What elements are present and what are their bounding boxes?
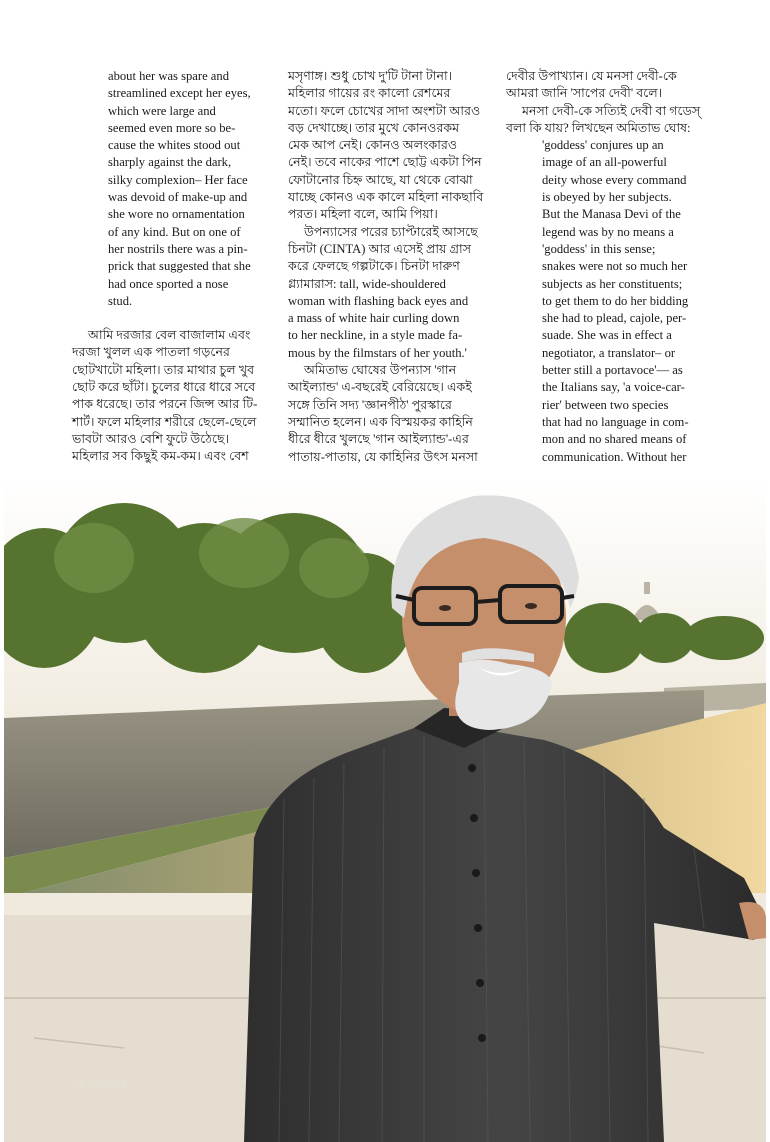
body-line: গ্ল্যামারাস: tall, wide-shouldered	[288, 276, 446, 291]
body-line: woman with flashing back eyes and	[288, 293, 469, 308]
text-column-1	[72, 68, 264, 466]
quote-line: silky complexion– Her face	[108, 172, 248, 187]
quote-line: legend was by no means a	[542, 224, 674, 239]
body-line: আইল্যান্ড' এ-বছরেই বেরিয়েছে। একই	[288, 380, 472, 395]
body-line: চিনটা (CINTA) আর এসেই প্রায় গ্রাস	[288, 241, 472, 256]
body-line: সঙ্গে তিনি সদ্য 'জ্ঞানপীঠ' পুরস্কারে	[288, 397, 452, 412]
body-line: দেবীর উপাখ্যান। যে মনসা দেবী-কে	[506, 69, 677, 83]
quote-line: communication. Without her	[542, 449, 687, 464]
quote-line: negotiator, a translator– or	[542, 345, 676, 360]
quote-line: But the Manasa Devi of the	[542, 207, 681, 222]
photo-illustration	[4, 478, 766, 1142]
body-line: ছোটখাটো মহিলা। তার মাথার চুল খুব	[72, 362, 255, 377]
quote-line: 'goddess' in this sense;	[542, 241, 656, 256]
quote-line: mon and no shared means of	[542, 432, 687, 447]
body-line: ছোট করে ছাঁটা। চুলের ধারে ধারে সবে	[72, 380, 256, 395]
quote-line: seemed even more so be-	[108, 120, 236, 135]
body-line: উপন্যাসের পরের চ্যাপ্টারেই আসছে	[304, 224, 478, 239]
quote-line: snakes were not so much her	[542, 259, 688, 274]
quote-line: suade. She was in effect a	[542, 328, 672, 343]
body-line: মহিলার সব কিছুই কম-কম। এবং বেশ	[72, 449, 249, 464]
body-line: মতো। ফলে চোখের সাদা অংশটা আরও	[288, 103, 481, 118]
quote-line: rier' between two species	[542, 397, 669, 412]
body-line: অমিতাভ ঘোষের উপন্যাস 'গান	[304, 363, 457, 378]
text-column-3	[506, 68, 702, 466]
body-line: বলা কি যায়? লিখছেন অমিতাভ ঘোষ:	[506, 120, 691, 135]
body-line: to her neckline, in a style made fa-	[288, 328, 463, 343]
body-line: মসৃণাঙ্গ। শুধু চোখ দু'টি টানা টানা।	[288, 69, 453, 83]
quote-line: of any kind. But on one of	[108, 224, 241, 239]
quote-line: is obeyed by her subjects.	[542, 190, 672, 205]
quote-line: her nostrils there was a pin-	[108, 241, 248, 256]
body-line: পরত। মহিলা বলে, আমি পিয়া।	[288, 207, 438, 222]
body-line: সম্মানিত হলেন। এক বিস্ময়কর কাহিনি	[288, 414, 473, 429]
body-line: ফোটানোর চিহ্ন আছে, যা থেকে বোঝা	[288, 172, 473, 187]
body-line: পাতায়-পাতায়, যে কাহিনির উৎস মনসা	[288, 449, 478, 464]
quote-line: better still a portavoce'— as	[542, 363, 683, 378]
quote-line: prick that suggested that she	[108, 259, 251, 274]
quote-line: that had no language in com-	[542, 414, 689, 429]
quote-line: 'goddess' conjures up an	[542, 138, 664, 153]
english-quote-block	[506, 137, 702, 466]
quote-line: she wore no ornamentation	[108, 207, 245, 222]
body-line: আমি দরজার বেল বাজালাম এবং	[88, 328, 251, 343]
body-line: a mass of white hair curling down	[288, 311, 460, 326]
body-line: যাচ্ছে কোনও এক কালে মহিলা নাকছাবি	[288, 190, 484, 205]
body-line: দরজা খুলল এক পাতলা গড়নের	[72, 345, 230, 360]
body-line: করে ফেলছে গল্পটাকে। চিনটা দারুণ	[288, 259, 460, 274]
body-line: নেই। তবে নাকের পাশে ছোট্ট একটা পিন	[288, 155, 482, 170]
body-line: বড় দেখাচ্ছে। তার মুখে কোনওরকম	[288, 120, 460, 135]
quote-line: was devoid of make-up and	[108, 190, 248, 205]
body-line: ধীরে ধীরে খুলছে 'গান আইল্যান্ড'-এর	[288, 432, 469, 447]
body-line: শার্ট। ফলে মহিলার শরীরে ছেলে-ছেলে	[72, 414, 257, 429]
quote-line: about her was spare and	[108, 69, 229, 83]
quote-line: deity whose every command	[542, 172, 687, 187]
quote-line: which were large and	[108, 103, 216, 118]
quote-line: sharply against the dark,	[108, 155, 232, 170]
body-line: পাক ধরেছে। তার পরনে জিন্স আর টি-	[72, 397, 258, 412]
body-line: আমরা জানি 'সাপের দেবী' বলে।	[506, 86, 663, 101]
quote-line: to get them to do her bidding	[542, 293, 689, 308]
quote-line: stud.	[108, 293, 133, 308]
quote-line: image of an all-powerful	[542, 155, 667, 170]
page-folio: ১৬ রোববার	[70, 1077, 127, 1090]
quote-line: subjects as her constituents;	[542, 276, 683, 291]
quote-line: the Italians say, 'a voice-car-	[542, 380, 685, 395]
body-line: ভাবটা আরও বেশি ফুটে উঠেছে।	[72, 431, 230, 446]
quote-line: had once sported a nose	[108, 276, 229, 291]
bengali-paragraph	[72, 327, 264, 465]
body-line: mous by the filmstars of her youth.'	[288, 345, 467, 360]
english-quote-block	[72, 68, 264, 310]
quote-line: cause the whites stood out	[108, 138, 241, 153]
body-line: মহিলার গায়ের রং কালো রেশমের	[288, 86, 451, 101]
text-column-2	[288, 68, 484, 466]
quote-line: she had to plead, cajole, per-	[542, 311, 687, 326]
quote-line: streamlined except her eyes,	[108, 86, 251, 101]
body-line: মেক আপ নেই। কোনও অলংকারও	[288, 138, 458, 153]
author-photo	[4, 478, 766, 1142]
body-line: মনসা দেবী-কে সত্যিই দেবী বা গডেস্	[522, 103, 701, 118]
